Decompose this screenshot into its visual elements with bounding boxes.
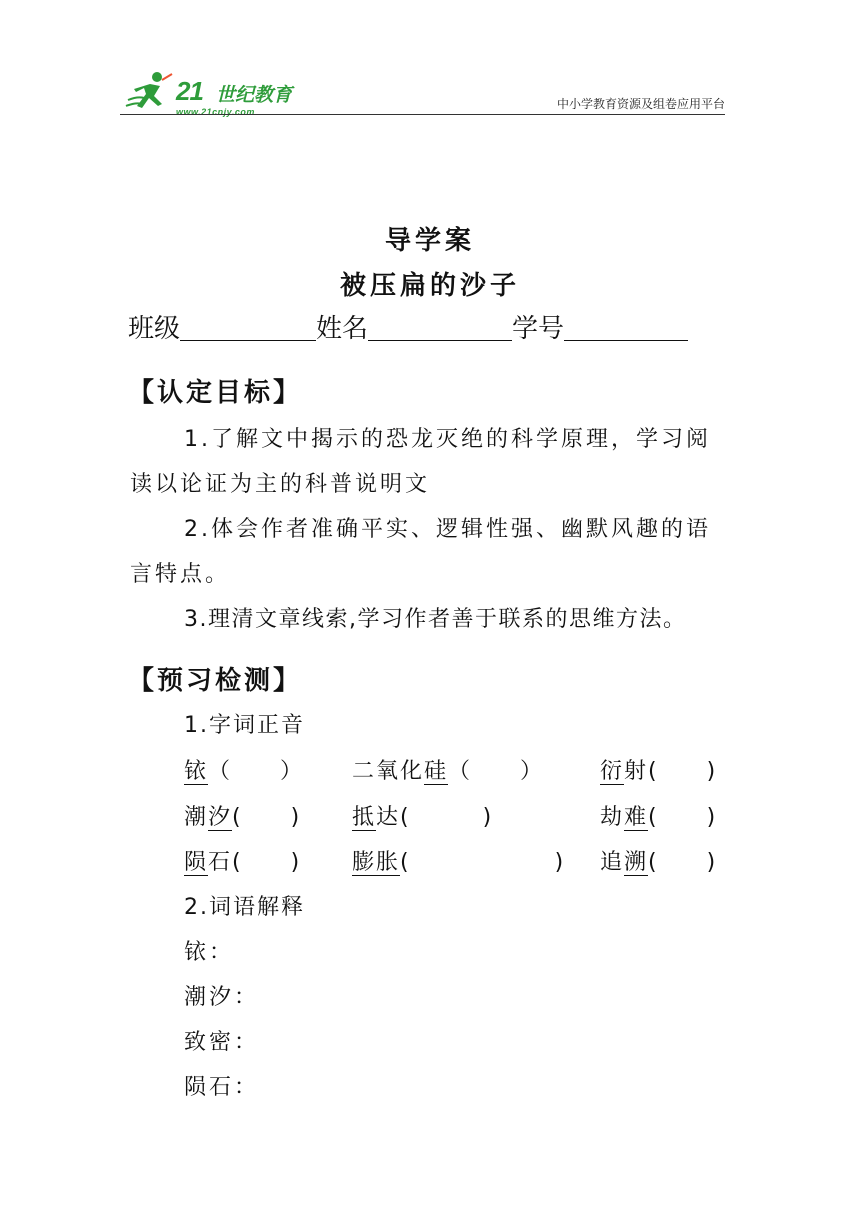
definition-item[interactable]: 陨石：: [184, 1075, 260, 1100]
word-item: [352, 845, 565, 876]
pinyin-blank[interactable]: ( ): [400, 850, 566, 875]
word-underlined: 铱: [184, 759, 209, 784]
header-divider: [120, 114, 725, 115]
word-item: [600, 845, 717, 876]
definition-item[interactable]: 铱：: [184, 940, 235, 965]
doc-title: 导学案: [384, 226, 475, 256]
word-prefix: 二氧化: [352, 759, 425, 784]
student-info-row: [128, 308, 688, 345]
word-underlined: 陨: [184, 850, 209, 875]
goal-2-line-1: 2.体会作者准确平实、逻辑性强、幽默风趣的语: [184, 517, 711, 542]
pinyin-blank[interactable]: 石( ): [208, 850, 302, 875]
pinyin-blank[interactable]: 达( ): [376, 805, 494, 830]
section-goals-heading: 【认定目标】: [128, 378, 303, 408]
goal-1-line-2: 读以论证为主的科普说明文: [130, 472, 431, 497]
pinyin-blank[interactable]: （ ）: [448, 759, 545, 784]
word-item: [184, 845, 301, 876]
word-prefix: 潮: [184, 805, 209, 830]
doc-subtitle: 被压扁的沙子: [339, 271, 520, 301]
definition-item[interactable]: 致密：: [184, 1030, 260, 1055]
id-blank[interactable]: [564, 316, 688, 341]
word-underlined: 膨胀: [352, 850, 401, 875]
word-underlined: 抵: [352, 805, 377, 830]
pinyin-blank[interactable]: （ ）: [208, 759, 305, 784]
pinyin-blank[interactable]: ( ): [232, 805, 302, 830]
word-prefix: 劫: [600, 805, 625, 830]
section-preview-heading: 【预习检测】: [128, 666, 303, 696]
question-2: 2.词语解释: [184, 895, 305, 920]
page-header: [120, 66, 725, 116]
word-item: [352, 800, 493, 831]
word-item: [184, 800, 301, 831]
runner-logo-icon: [124, 70, 176, 114]
name-label: 姓名: [316, 314, 369, 344]
name-blank[interactable]: [368, 316, 512, 341]
id-label: 学号: [512, 314, 565, 344]
question-1: 1.字词正音: [184, 713, 305, 738]
word-item: [352, 754, 544, 785]
class-label: 班级: [128, 314, 181, 344]
site-tagline: 中小学教育资源及组卷应用平台: [556, 97, 725, 111]
word-item: [600, 754, 717, 785]
word-item: [600, 800, 717, 831]
word-underlined: 汐: [208, 805, 233, 830]
brand-number: 21: [176, 76, 203, 106]
word-underlined: 溯: [624, 850, 649, 875]
word-item: [184, 754, 304, 785]
definition-item[interactable]: 潮汐：: [184, 985, 260, 1010]
pinyin-blank[interactable]: ( ): [648, 850, 718, 875]
site-logo: [124, 70, 294, 116]
class-blank[interactable]: [180, 316, 316, 341]
word-underlined: 衍: [600, 759, 625, 784]
goal-3: 3.理清文章线索,学习作者善于联系的思维方法。: [184, 607, 687, 632]
word-underlined: 难: [624, 805, 649, 830]
pinyin-blank[interactable]: 射( ): [624, 759, 718, 784]
word-underlined: 硅: [424, 759, 449, 784]
brand-name: 世纪教育: [216, 84, 293, 106]
goal-2-line-2: 言特点。: [130, 562, 231, 587]
brand-url: www.21cnjy.com: [176, 107, 255, 117]
word-prefix: 追: [600, 850, 625, 875]
pinyin-blank[interactable]: ( ): [648, 805, 718, 830]
goal-1-line-1: 1.了解文中揭示的恐龙灭绝的科学原理，学习阅: [184, 427, 711, 452]
